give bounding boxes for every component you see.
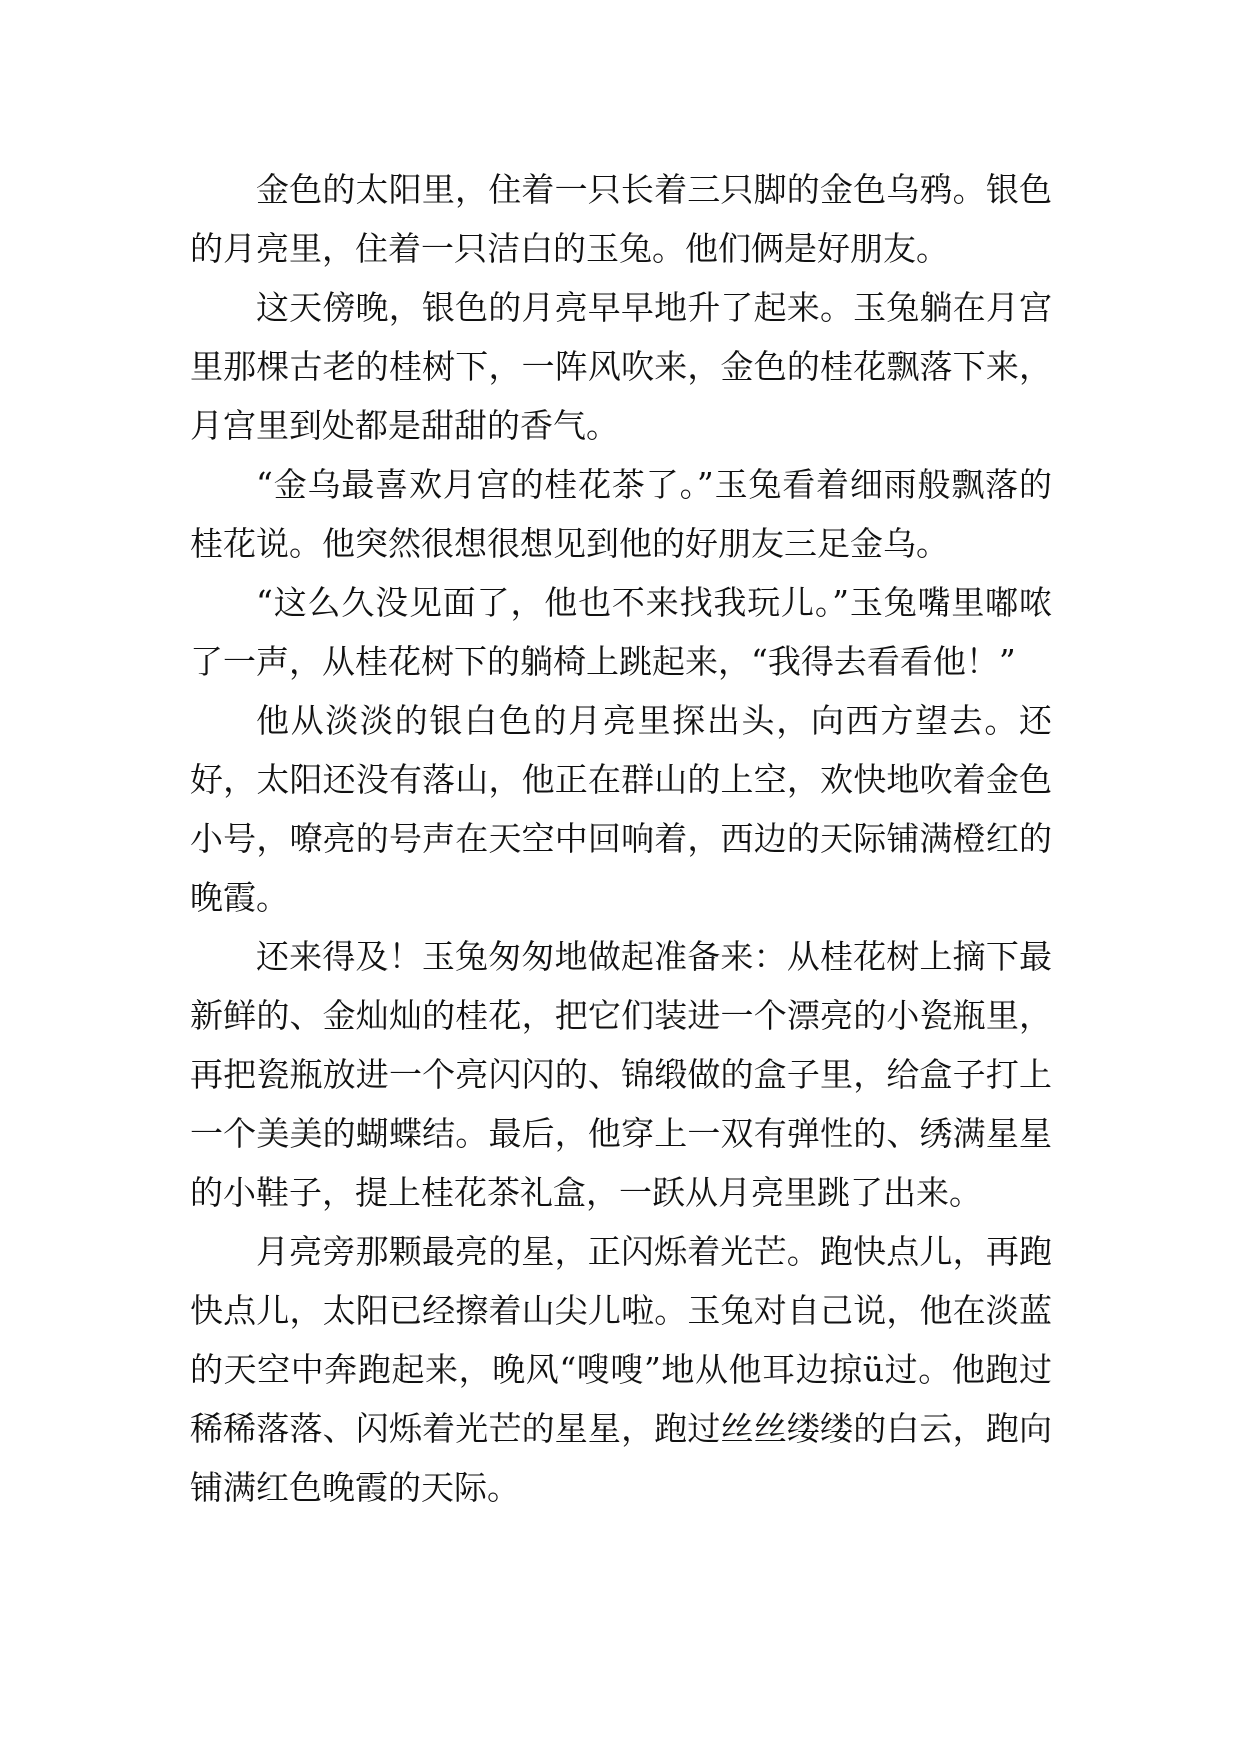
paragraph: “这么久没见面了，他也不来找我玩儿。”玉兔嘴里嘟哝了一声，从桂花树下的躺椅上跳起来，“我得去看看他！” — [190, 583, 1052, 681]
paragraph: 他从淡淡的银白色的月亮里探出头，向西方望去。还好，太阳还没有落山，他正在群山的上空，欢快地吹着金色小号，嘹亮的号声在天空中回响着，西边的天际铺满橙红的晚霞。 — [190, 701, 1052, 917]
paragraph: 这天傍晚，银色的月亮早早地升了起来。玉兔躺在月宫里那棵古老的桂树下，一阵风吹来，金色的桂花飘落下来，月宫里到处都是甜甜的香气。 — [190, 288, 1052, 445]
paragraph: 月亮旁那颗最亮的星，正闪烁着光芒。跑快点儿，再跑快点儿，太阳已经擦着山尖儿啦。玉兔对自己说，他在淡蓝的天空中奔跑起来，晚风“嗖嗖”地从他耳边掠ü过。他跑过稀稀落落、闪烁着光芒的星星，跑过丝丝缕缕的白云，跑向铺满红色晚霞的天际。 — [190, 1232, 1052, 1507]
paragraph: 金色的太阳里，住着一只长着三只脚的金色乌鸦。银色的月亮里，住着一只洁白的玉兔。他们俩是好朋友。 — [190, 170, 1052, 268]
paragraph: 还来得及！玉兔匆匆地做起准备来：从桂花树上摘下最新鲜的、金灿灿的桂花，把它们装进一个漂亮的小瓷瓶里，再把瓷瓶放进一个亮闪闪的、锦缎做的盒子里，给盒子打上一个美美的蝴蝶结。最后，他穿上一双有弹性的、绣满星星的小鞋子，提上桂花茶礼盒，一跃从月亮里跳了出来。 — [190, 937, 1052, 1212]
story-text — [190, 160, 1052, 1517]
paragraph: “金乌最喜欢月宫的桂花茶了。”玉兔看着细雨般飘落的桂花说。他突然很想很想见到他的好朋友三足金乌。 — [190, 465, 1052, 563]
